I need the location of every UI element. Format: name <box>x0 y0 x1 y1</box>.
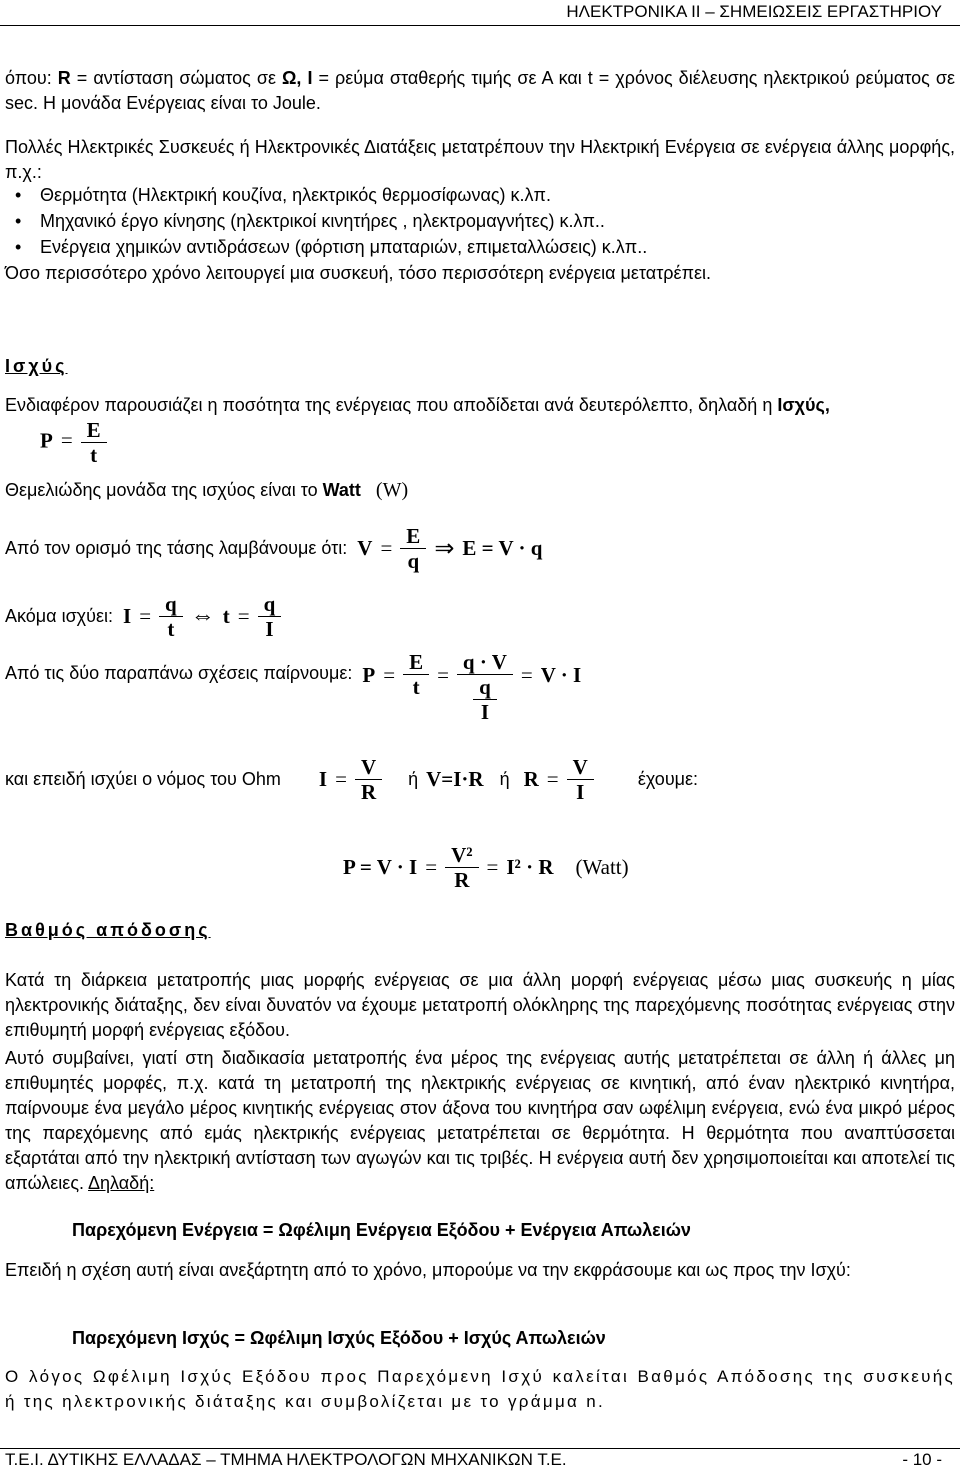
formula-voltage <box>5 524 542 573</box>
formula-ohm-law <box>5 755 698 804</box>
power-balance-equation: Παρεχόμενη Ισχύς = Ωφέλιμη Ισχύς Εξόδου + Ισχύς Απωλειών <box>72 1328 606 1348</box>
text: = ρεύμα σταθερής τιμής σε Α και t = χρόνος διέλευσης ηλεκτρικού ρεύματος σε sec. Η μονάδα Ενέργειας είναι το Joule. <box>5 68 955 113</box>
symbol: I <box>123 604 132 628</box>
footer-institution: Τ.Ε.Ι. ΔΥΤΙΚΗΣ ΕΛΛΑΔΑΣ – ΤΜΗΜΑ ΗΛΕΚΤΡΟΛΟΓΩΝ ΜΗΧΑΝΙΚΩΝ Τ.Ε. <box>5 1450 567 1469</box>
denominator: t <box>90 443 98 467</box>
fraction <box>567 755 594 804</box>
fraction <box>403 650 429 699</box>
symbol: I <box>318 767 328 791</box>
equals-sign: = <box>425 855 438 879</box>
formula-label: Από τον ορισμό της τάσης λαμβάνουμε ότι: <box>5 538 348 558</box>
denominator: I <box>576 780 585 804</box>
denominator: R <box>360 780 377 804</box>
text: = αντίσταση σώματος σε <box>70 68 282 88</box>
numerator: E <box>406 524 421 548</box>
footer-divider <box>0 1448 960 1449</box>
denominator: t <box>412 675 420 699</box>
text: Αυτό συμβαίνει, γιατί στη διαδικασία μετατροπής ένα μέρος της ενέργειας αυτής μετατρέπεται σε άλλη ή άλλες μη επιθυμητές μορφές, π.χ. κατά τη μετατροπή της ηλεκτρικής ενέργειας σε κινητική, από έναν ηλεκτρικό κινητήρα, παίρνουμε ένα μεγάλο μέρος κινητικής ενέργειας στον άξονα του κινητήρα σαν ωφέλιμη ενέργεια, ενώ ένα μικρό μέρος της παρεχόμενης από εμάς ηλεκτρικής ενέργειας μετατρέπεται σε θερμότητα. Η θερμότητα που αναπτύσσεται εξαρτάται από την ηλεκτρική αντίσταση των αγωγών και τις τριβές. Η ενέργεια αυτή δεν χρησιμοποιείται και αποτελεί τις απώλειες. <box>5 1048 955 1193</box>
denominator: R <box>454 868 470 892</box>
equals-sign: = <box>486 855 499 879</box>
intro-paragraph-2: Πολλές Ηλεκτρικές Συσκευές ή Ηλεκτρονικές Διατάξεις μετατρέπουν την Ηλεκτρική Ενέργεια σε ενέργεια άλλης μορφής, π.χ.: <box>5 137 955 182</box>
symbol-omega: Ω, <box>281 68 302 88</box>
unit-watt: Watt <box>322 480 361 500</box>
power-unit-line <box>5 478 955 503</box>
denominator: q <box>473 675 497 700</box>
fraction <box>81 418 107 467</box>
fraction <box>159 592 183 641</box>
text: Ενδιαφέρον παρουσιάζει η ποσότητα της ενέργειας που αποδίδεται ανά δευτερόλεπτο, δηλαδή η <box>5 395 778 415</box>
equals-sign: = <box>437 663 449 687</box>
symbol-r: R <box>57 68 71 88</box>
text: Θεμελιώδης μονάδα της ισχύος είναι το <box>5 480 323 500</box>
page-header: ΗΛΕΚΤΡΟΝΙΚΑ ΙΙ – ΣΗΜΕΙΩΣΕΙΣ ΕΡΓΑΣΤΗΡΙΟΥ <box>566 2 942 21</box>
equals-sign: = <box>383 663 396 687</box>
denominator: I <box>480 700 489 724</box>
efficiency-paragraph-2 <box>5 1046 955 1196</box>
bullet-icon: • <box>15 211 22 231</box>
formula-current <box>5 592 281 641</box>
numerator: E <box>86 418 101 442</box>
equals-sign: = <box>380 536 393 560</box>
section-title-power: Ισχύς <box>5 356 68 376</box>
equals-sign: = <box>520 663 533 687</box>
denominator: I <box>265 617 274 641</box>
equals-sign: = <box>335 767 347 791</box>
compound-fraction <box>457 650 513 724</box>
efficiency-paragraph-3: Επειδή η σχέση αυτή είναι ανεξάρτητη από το χρόνο, μπορούμε να την εκφράσουμε και ως προς την Ισχύ: <box>5 1260 851 1280</box>
symbol: V <box>357 536 373 560</box>
fraction <box>445 843 478 892</box>
numerator: V <box>360 755 377 779</box>
bullet-item-2: Μηχανικό έργο κίνησης (ηλεκτρικοί κινητήρες , ηλεκτρομαγνήτες) κ.λπ.. <box>40 211 605 231</box>
energy-balance-equation: Παρεχόμενη Ενέργεια = Ωφέλιμη Ενέργεια Εξόδου + Ενέργεια Απωλειών <box>72 1220 691 1240</box>
section-title-efficiency: Βαθμός απόδοσης <box>5 920 211 940</box>
efficiency-paragraph-4: Ο λόγος Ωφέλιμη Ισχύς Εξόδου προς Παρεχόμενη Ισχύ καλείται Βαθμός Απόδοσης της συσκευής ή της ηλεκτρονικής διάταξης και συμβολίζεται με το γράμμα n. <box>5 1367 955 1411</box>
symbol: P <box>40 428 53 453</box>
bullet-icon: • <box>15 237 22 257</box>
symbol: R <box>523 767 539 791</box>
formula-label: Από τις δύο παραπάνω σχέσεις παίρνουμε: <box>5 663 353 683</box>
page-number: - 10 - <box>902 1450 942 1469</box>
formula-result: E = V · q <box>462 536 543 560</box>
implies-arrow: ⇒ <box>434 536 455 562</box>
underlined-text: Δηλαδή: <box>88 1173 155 1193</box>
formula-power-definition <box>40 418 107 467</box>
denominator: q <box>407 549 420 573</box>
term-power: Ισχύς, <box>777 395 830 415</box>
unit-symbol: (W) <box>375 479 409 501</box>
formula-ohm-inline: V=I·R <box>426 767 484 791</box>
numerator: q · V <box>462 650 507 674</box>
text: έχουμε: <box>637 769 699 789</box>
or-word: ή <box>499 769 510 789</box>
unit-label: (Watt) <box>575 855 629 879</box>
numerator: V <box>572 755 588 779</box>
text: όπου: <box>5 68 58 88</box>
numerator: q <box>165 592 177 616</box>
power-paragraph-1 <box>5 393 955 418</box>
or-word: ή <box>408 769 419 789</box>
bullet-icon: • <box>15 185 22 205</box>
equals-sign: = <box>237 604 250 628</box>
symbol: P = V · I <box>343 855 418 879</box>
equals-sign: = <box>546 767 559 791</box>
symbol-i: I <box>307 68 313 88</box>
formula-label: και επειδή ισχύει ο νόμος του Ohm <box>5 769 281 789</box>
intro-paragraph-1 <box>5 66 955 116</box>
bullet-item-3: Ενέργεια χημικών αντιδράσεων (φόρτιση μπαταριών, επιμεταλλώσεις) κ.λπ.. <box>40 237 648 257</box>
denominator: t <box>167 617 175 641</box>
symbol: t <box>222 604 230 628</box>
equivalence-arrow: ⇔ <box>190 603 215 629</box>
numerator: V² <box>451 843 473 867</box>
symbol: P <box>362 663 376 687</box>
fraction <box>258 592 282 641</box>
equals-sign: = <box>139 604 152 628</box>
efficiency-paragraph-1: Κατά τη διάρκεια μετατροπής μιας μορφής ενέργειας σε μια άλλη μορφή ενέργειας μέσω μιας συσκευής η μίας ηλεκτρονικής διάταξης, δεν είναι δυνατόν να έχουμε μετατροπή ολόκληρης της παρεχόμενης ποσότητας ενέργειας στην επιθυμητή μορφή ενέργειας εξόδου. <box>5 970 955 1040</box>
numerator: q <box>263 592 276 616</box>
intro-paragraph-3: Όσο περισσότερο χρόνο λειτουργεί μια συσκευή, τόσο περισσότερη ενέργεια μετατρέπει. <box>5 263 712 283</box>
fraction <box>400 524 426 573</box>
bullet-item-1: Θερμότητα (Ηλεκτρική κουζίνα, ηλεκτρικός θερμοσίφωνας) κ.λπ. <box>40 185 551 205</box>
formula-power-derivation <box>5 650 581 724</box>
formula-result: V · I <box>540 663 582 687</box>
formula-result: I² · R <box>506 855 554 879</box>
fraction <box>355 755 382 804</box>
header-divider <box>0 25 960 26</box>
formula-label: Ακόμα ισχύει: <box>5 606 113 626</box>
formula-power-summary <box>343 843 629 892</box>
numerator: E <box>409 650 424 674</box>
equals-sign: = <box>60 428 73 453</box>
